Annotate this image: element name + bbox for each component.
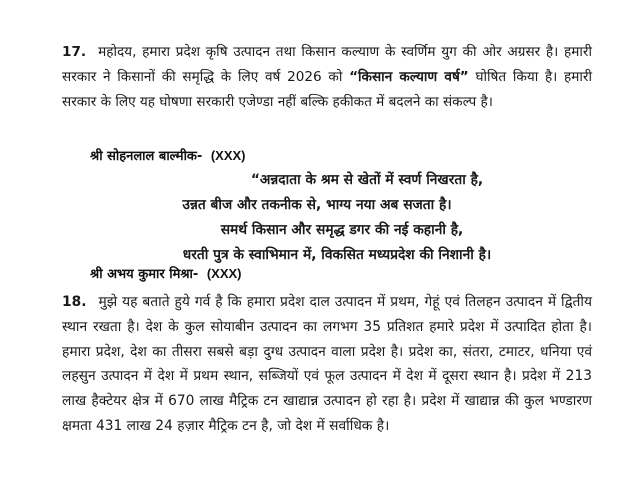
bold-phrase: “किसान कल्याण वर्ष” [349,69,469,85]
poem-block [62,168,592,268]
paragraph-text: मुझे यह बताते हुये गर्व है कि हमारा प्रदेश दाल उत्पादन में प्रथम, गेहूं एवं तिलहन उत्पादन में द्वितीय स्थान रखता है। देश के कुल सोयाबीन उत्पादन का लगभग 35 प्रतिशत हमारे प्रदेश में उत्पादित होता है। हमारा प्रदेश, देश का तीसरा सबसे बड़ा दुग्ध उत्पादन वाला प्रदेश है। प्रदेश का, संतरा, टमाटर, धनिया एवं लहसुन उत्पादन में देश में प्रथम स्थान, सब्जियों एवं फूल उत्पादन में देश में दूसरा स्थान है। प्रदेश में 213 लाख हैक्टेयर क्षेत्र में 670 लाख मैट्रिक टन खाद्यान्न उत्पादन हो रहा है। प्रदेश में खाद्यान्न की कुल भण्डारण क्षमता 431 लाख 24 हज़ार मैट्रिक टन है, जो देश में सर्वाधिक है। [62,294,592,434]
speaker-interjection [90,146,246,167]
poem-line: धरती पुत्र के स्वाभिमान में, विकसित मध्यप्रदेश की निशानी है। [182,247,492,263]
poem-line: उन्नत बीज और तकनीक से, भाग्य नया अब सजता है। [182,197,452,213]
paragraph-number: 18. [62,294,87,310]
poem-line: “अन्नदाता के श्रम से खेतों में स्वर्ण निखरता है, [250,172,484,188]
speaker-tag: (XXX) [206,266,242,281]
paragraph-text-continued: घोषित किया है। हमारी सरकार के लिए यह घोषणा सरकारी एजेण्डा नहीं बल्कि हकीकत में बदलने का संकल्प है। [62,69,592,110]
paragraph-number: 17. [62,44,87,60]
paragraph-18 [62,290,592,439]
speaker-name: श्री सोहनलाल बाल्मीक- [90,149,203,164]
paragraph-17 [62,40,592,115]
paragraph-text: महोदय, हमारा प्रदेश कृषि उत्पादन तथा किसान कल्याण के स्वर्णिम युग की ओर अग्रसर है। हमारी सरकार ने किसानों की समृद्धि के लिए वर्ष 2026 को [62,44,592,85]
speaker-tag: (XXX) [210,148,246,163]
poem-line: समर्थ किसान और समृद्ध डगर की नई कहानी है, [220,222,464,238]
speaker-name: श्री अभय कुमार मिश्रा- [90,267,199,282]
speaker-interjection [90,264,242,285]
